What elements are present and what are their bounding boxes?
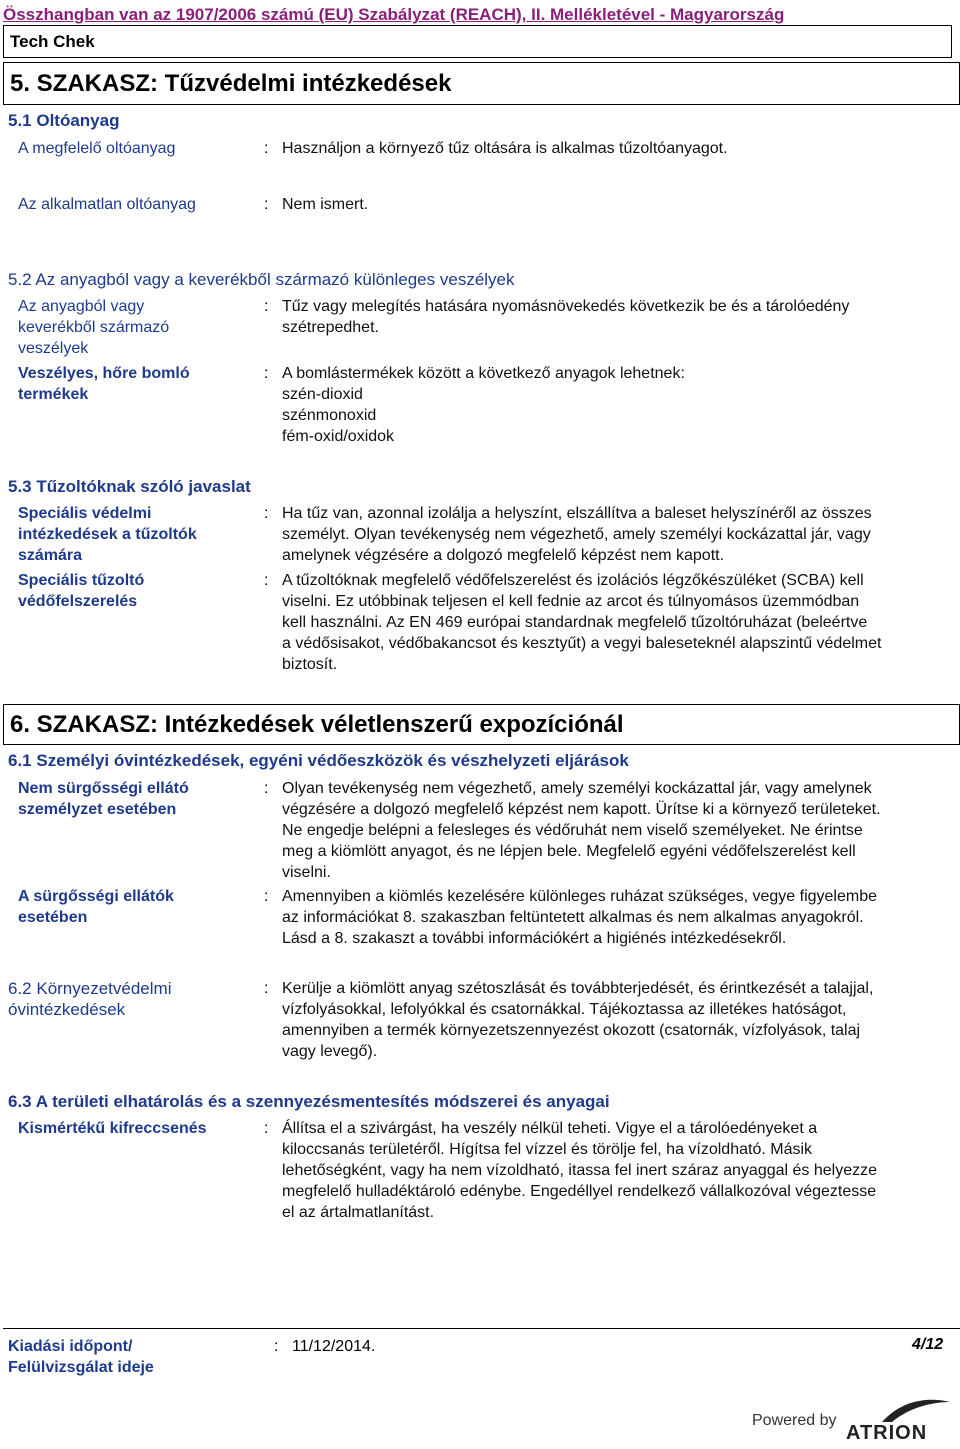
hazards-value bbox=[282, 296, 849, 338]
atrion-logo bbox=[752, 1398, 952, 1446]
subsection-5-2-title: 5.2 Az anyagból vagy a keverékből származó különleges veszélyek bbox=[8, 270, 515, 289]
emergency-responders-value bbox=[282, 886, 877, 949]
value-line: szénmonoxid bbox=[282, 407, 377, 424]
decomposition-label bbox=[18, 363, 190, 405]
colon: : bbox=[264, 365, 269, 382]
value-line: viselni. bbox=[282, 864, 331, 881]
value-line: A tűzoltóknak megfelelő védőfelszerelést és izolációs légzőkészüléket (SCBA) kell bbox=[282, 572, 864, 589]
value-line: Lásd a 8. szakaszt a további információkért a higiénés intézkedésekről. bbox=[282, 930, 787, 947]
product-name: Tech Chek bbox=[10, 32, 95, 51]
value-line: viselni. Ez utóbbinak teljesen el kell fednie az arcot és túlnyomásos üzemmódban bbox=[282, 593, 860, 610]
value-line: megfelelő hulladéktároló edénybe. Engedéllyel rendelkező vállalkozóval végeztesse bbox=[282, 1183, 877, 1200]
label-line: Kiadási időpont/ bbox=[8, 1338, 133, 1355]
colon: : bbox=[264, 1120, 269, 1137]
firefighter-equipment-value bbox=[282, 570, 881, 675]
suitable-media-label: A megfelelő oltóanyag bbox=[18, 140, 176, 157]
firefighter-actions-value bbox=[282, 503, 872, 566]
emergency-responders-label bbox=[18, 886, 174, 928]
value-line: végzésére a dolgozó megfelelő képzést nem kapott. Ürítse ki a környező területeket. bbox=[282, 801, 881, 818]
label-line: termékek bbox=[18, 386, 89, 403]
atrion-brand: ATRION bbox=[846, 1422, 928, 1444]
hazards-label bbox=[18, 296, 169, 359]
section-6-box bbox=[3, 704, 960, 745]
value-line: az információkat 8. szakaszban feltüntetett alkalmas és nem alkalmas anyagokról. bbox=[282, 909, 864, 926]
value-line: kiloccsanás területéről. Hígítsa fel vízzel és törölje fel, ha vízoldható. Másik bbox=[282, 1141, 813, 1158]
value-line: személyt. Olyan tevékenység nem végezhető, amely személyi kockázattal jár, vagy bbox=[282, 526, 871, 543]
non-emergency-value bbox=[282, 778, 881, 883]
label-line: Felülvizsgálat ideje bbox=[8, 1359, 154, 1376]
label-line: számára bbox=[18, 547, 83, 564]
label-line: Speciális tűzoltó bbox=[18, 572, 145, 589]
value-line: a védősisakot, védőbakancsot és kesztyűt) a vegyi baleseteknél alapszintű védelmet bbox=[282, 635, 882, 652]
value-line: szén-dioxid bbox=[282, 386, 363, 403]
value-line: el az ártalmatlanítást. bbox=[282, 1204, 435, 1221]
page-number: 4/12 bbox=[912, 1336, 944, 1353]
small-spill-value bbox=[282, 1118, 877, 1223]
regulation-header: Összhangban van az 1907/2006 számú (EU) Szabályzat (REACH), II. Mellékletével - Magyarország bbox=[3, 5, 785, 24]
unsuitable-media-label: Az alkalmatlan oltóanyag bbox=[18, 196, 196, 213]
colon: : bbox=[264, 572, 269, 589]
value-line: vízfolyásokkal, lefolyókkal és csatornákkal. Tájékoztassa az illetékes hatóságot, bbox=[282, 1001, 847, 1018]
subsection-5-1-title: 5.1 Oltóanyag bbox=[8, 111, 120, 130]
environmental-value bbox=[282, 978, 873, 1062]
value-line: Ne engedje belépni a felesleges és védőruhát nem viselő személyeket. Ne érintse bbox=[282, 822, 863, 839]
section-6-title: 6. SZAKASZ: Intézkedések véletlenszerű expozíciónál bbox=[10, 711, 624, 738]
label-line: Az anyagból vagy bbox=[18, 298, 145, 315]
non-emergency-label bbox=[18, 778, 189, 820]
colon: : bbox=[274, 1338, 279, 1355]
unsuitable-media-value: Nem ismert. bbox=[282, 196, 369, 213]
product-name-box bbox=[3, 25, 952, 58]
label-line: keverékből származó bbox=[18, 319, 170, 336]
value-line: vagy levegő). bbox=[282, 1043, 378, 1060]
subsection-6-3-title: 6.3 A területi elhatárolás és a szennyezésmentesítés módszerei és anyagai bbox=[8, 1092, 610, 1111]
value-line: amennyiben a termék környezetszennyezést okozott (csatornák, vízfolyások, talaj bbox=[282, 1022, 861, 1039]
suitable-media-value: Használjon a környező tűz oltására is alkalmas tűzoltóanyagot. bbox=[282, 140, 728, 157]
firefighter-equipment-label bbox=[18, 570, 144, 612]
decomposition-value bbox=[282, 363, 685, 447]
value-line: biztosít. bbox=[282, 656, 338, 673]
colon: : bbox=[264, 298, 269, 315]
label-line: Nem sürgősségi ellátó bbox=[18, 780, 189, 797]
value-line: Kerülje a kiömlött anyag szétoszlását és továbbterjedését, és érintkezését a talajjal, bbox=[282, 980, 874, 997]
value-line: szétrepedhet. bbox=[282, 319, 379, 336]
colon: : bbox=[264, 196, 269, 213]
label-line: óvintézkedések bbox=[8, 1000, 126, 1019]
atrion-swoosh-icon bbox=[880, 1398, 952, 1424]
value-line: meg a kiömlött anyagot, és ne lépjen bele. Megfelelő egyéni védőfelszerelést kell bbox=[282, 843, 856, 860]
revision-date-label bbox=[8, 1336, 154, 1378]
label-line: személyzet esetében bbox=[18, 801, 177, 818]
firefighter-actions-label bbox=[18, 503, 197, 566]
value-line: kell használni. Az EN 469 európai standardnak megfelelő tűzoltóruházat (beleértve bbox=[282, 614, 868, 631]
small-spill-label: Kismértékű kifreccsenés bbox=[18, 1120, 207, 1137]
value-line: A bomlástermékek között a következő anyagok lehetnek: bbox=[282, 365, 685, 382]
section-5-title: 5. SZAKASZ: Tűzvédelmi intézkedések bbox=[10, 70, 452, 97]
label-line: 6.2 Környezetvédelmi bbox=[8, 979, 172, 998]
colon: : bbox=[264, 140, 269, 157]
subsection-6-1-title: 6.1 Személyi óvintézkedések, egyéni védőeszközök és vészhelyzeti eljárások bbox=[8, 751, 629, 770]
colon: : bbox=[264, 780, 269, 797]
value-line: Tűz vagy melegítés hatására nyomásnövekedés következik be és a tárolóedény bbox=[282, 298, 850, 315]
footer-divider bbox=[3, 1328, 960, 1329]
label-line: esetében bbox=[18, 909, 88, 926]
value-line: amelynek végzésére a dolgozó megfelelő képzést nem kapott. bbox=[282, 547, 725, 564]
label-line: védőfelszerelés bbox=[18, 593, 138, 610]
label-line: intézkedések a tűzoltók bbox=[18, 526, 197, 543]
value-line: Amennyiben a kiömlés kezelésére különleges ruházat szükséges, vegye figyelembe bbox=[282, 888, 877, 905]
value-line: Állítsa el a szivárgást, ha veszély nélkül teheti. Vigye el a tárolóedényeket a bbox=[282, 1120, 818, 1137]
colon: : bbox=[264, 980, 269, 997]
colon: : bbox=[264, 888, 269, 905]
label-line: A sürgősségi ellátók bbox=[18, 888, 174, 905]
value-line: Olyan tevékenység nem végezhető, amely személyi kockázattal jár, vagy amelynek bbox=[282, 780, 872, 797]
value-line: fém-oxid/oxidok bbox=[282, 428, 395, 445]
label-line: Veszélyes, hőre bomló bbox=[18, 365, 190, 382]
value-line: lehetőségként, vagy ha nem vízoldható, itassa fel inert száraz anyaggal és helyezze bbox=[282, 1162, 878, 1179]
section-5-box bbox=[3, 62, 960, 105]
revision-date-value: 11/12/2014. bbox=[292, 1338, 376, 1355]
colon: : bbox=[264, 505, 269, 522]
value-line: Ha tűz van, azonnal izolálja a helyszínt, elszállítva a baleset helyszínéről az összes bbox=[282, 505, 872, 522]
subsection-6-2-label bbox=[8, 978, 171, 1020]
subsection-5-3-title: 5.3 Tűzoltóknak szóló javaslat bbox=[8, 477, 251, 496]
powered-by-text: Powered by bbox=[752, 1412, 837, 1429]
label-line: veszélyek bbox=[18, 340, 89, 357]
label-line: Speciális védelmi bbox=[18, 505, 152, 522]
